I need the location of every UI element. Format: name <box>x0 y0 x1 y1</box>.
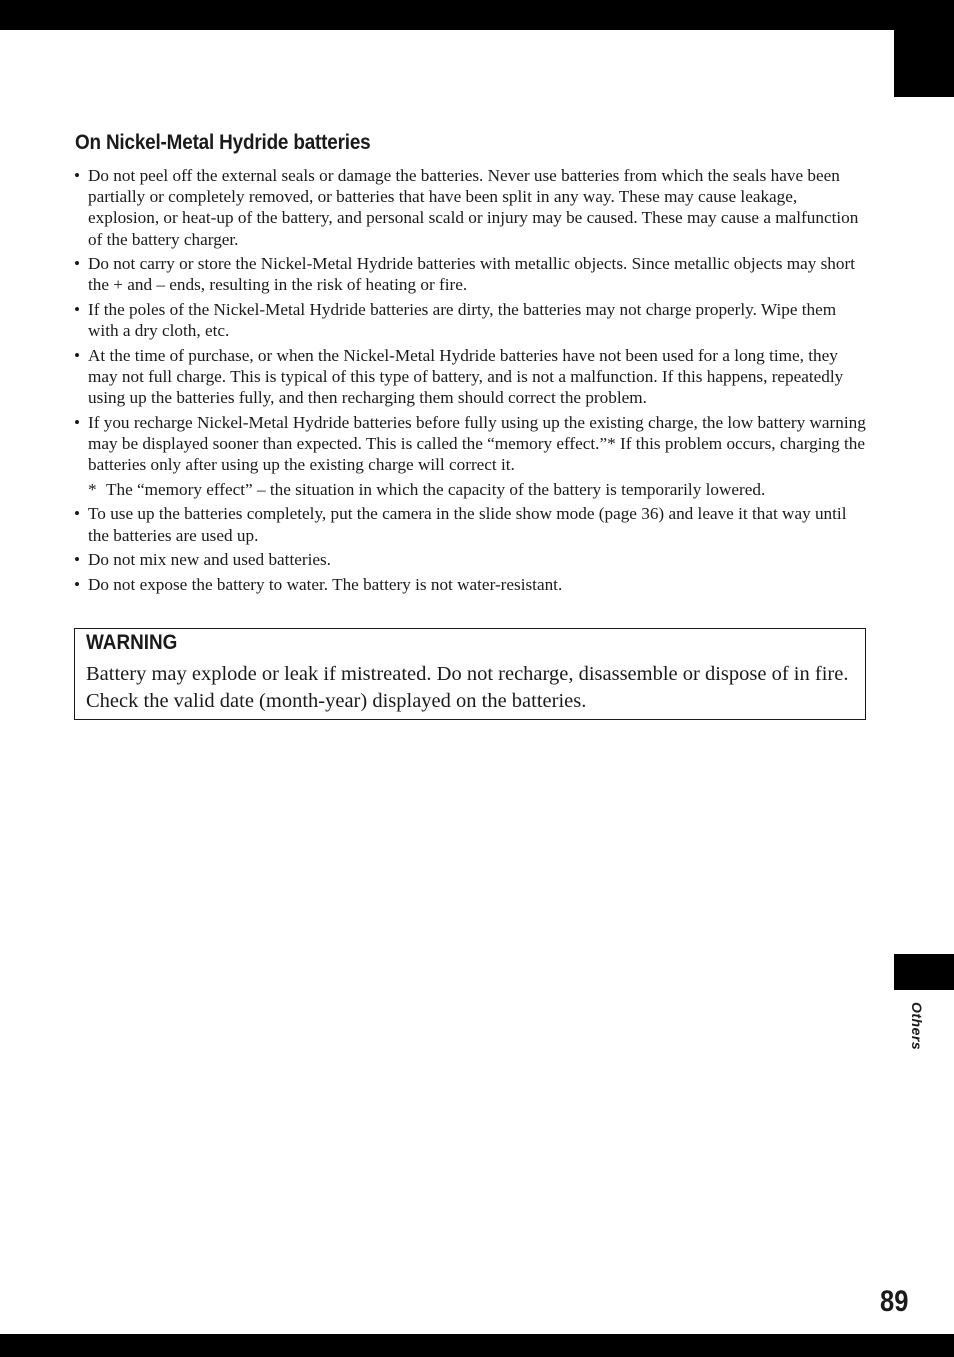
list-item <box>74 503 866 545</box>
top-bar <box>0 0 954 30</box>
footnote-mark: * <box>88 479 97 499</box>
top-tab-marker <box>894 30 954 97</box>
battery-precautions-list-continued <box>74 503 866 595</box>
warning-text: Battery may explode or leak if mistreated. Do not recharge, disassemble or dispose of in fire. Check the valid date (month-year) displayed on the batteries. <box>86 663 849 712</box>
list-item <box>74 412 866 476</box>
warning-title: WARNING <box>86 631 178 654</box>
list-item-text: If you recharge Nickel-Metal Hydride batteries before fully using up the existing charge, the low battery warning may be displayed sooner than expected. This is called the “memory effect.”* If this problem occurs, charging the batteries only after using up the existing charge will correct it. <box>88 412 866 475</box>
bullet-icon: • <box>74 254 81 274</box>
list-item-text: At the time of purchase, or when the Nickel-Metal Hydride batteries have not been used for a long time, they may not full charge. This is typical of this type of battery, and is not a malfunction. If this happens, repeatedly using up the batteries fully, and then recharging them should correct the problem. <box>88 345 844 408</box>
list-item <box>74 574 866 595</box>
list-item-text: Do not carry or store the Nickel-Metal Hydride batteries with metallic objects. Since metallic objects may short the + and – ends, resulting in the risk of heating or fire. <box>88 254 855 295</box>
section-heading: On Nickel-Metal Hydride batteries <box>75 131 371 154</box>
list-item <box>74 299 866 341</box>
list-item-text: Do not mix new and used batteries. <box>88 550 331 570</box>
list-item <box>74 549 866 570</box>
list-item-text: If the poles of the Nickel-Metal Hydride batteries are dirty, the batteries may not charge properly. Wipe them with a dry cloth, etc. <box>88 300 837 341</box>
list-item-text: To use up the batteries completely, put the camera in the slide show mode (page 36) and leave it that way until the batteries are used up. <box>88 504 847 545</box>
list-item <box>74 165 866 250</box>
list-item <box>74 253 866 295</box>
footnote-text: The “memory effect” – the situation in which the capacity of the battery is temporarily lowered. <box>106 479 766 499</box>
bullet-icon: • <box>74 300 81 319</box>
bottom-bar <box>0 1334 954 1357</box>
battery-precautions-list <box>74 165 866 475</box>
warning-box <box>74 628 866 720</box>
side-tab-label: Others <box>909 1002 925 1051</box>
bullet-icon: • <box>74 345 81 365</box>
bullet-icon: • <box>74 574 81 594</box>
memory-effect-footnote <box>74 479 866 500</box>
list-item-text: Do not peel off the external seals or damage the batteries. Never use batteries from which the seals have been partially or completely removed, or batteries that have been split in any way. These may cause leakage, explosion, or heat-up of the battery, and personal scald or injury may be caused. These may cause a malfunction of the battery charger. <box>88 166 859 249</box>
bullet-icon: • <box>74 550 81 570</box>
list-item-text: Do not expose the battery to water. The battery is not water-resistant. <box>88 574 563 594</box>
side-tab-marker <box>894 954 954 990</box>
bullet-icon: • <box>74 504 81 524</box>
page-number: 89 <box>879 1285 908 1318</box>
main-content <box>74 131 866 598</box>
bullet-icon: • <box>74 412 81 432</box>
list-item <box>74 345 866 409</box>
bullet-icon: • <box>74 166 81 185</box>
